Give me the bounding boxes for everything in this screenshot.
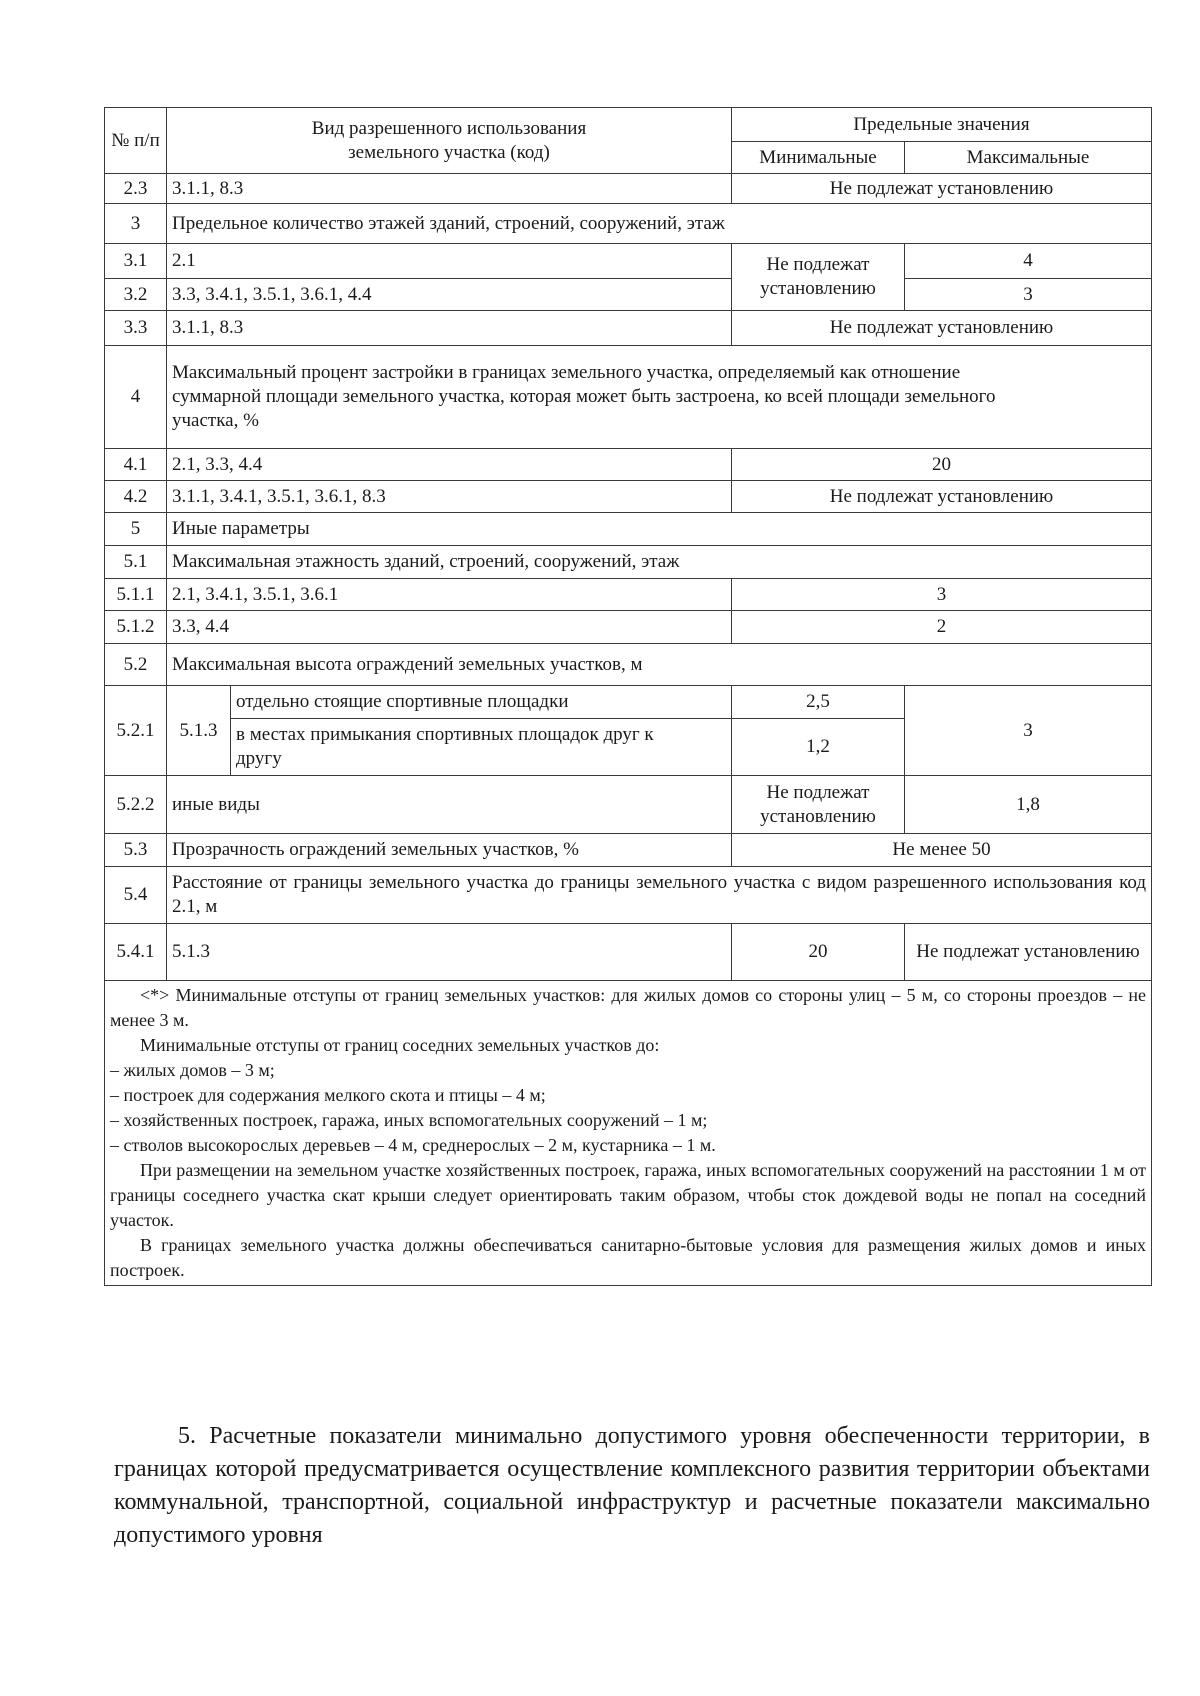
row-min: 2,5 (732, 686, 905, 719)
table-section-row (105, 546, 1152, 579)
table-row (105, 611, 1152, 644)
row-value: Не менее 50 (732, 834, 1152, 867)
row-num: 3 (105, 204, 167, 244)
row-num: 5 (105, 513, 167, 546)
row-max: Не подлежат установлению (905, 924, 1152, 981)
row-min: Не подлежат установлению (732, 244, 905, 311)
row-max: 3 (905, 279, 1152, 311)
row-value: Не подлежат установлению (732, 481, 1152, 513)
row-text: Предельное количество этажей зданий, строений, сооружений, этаж (167, 204, 1152, 244)
note-paragraph: <*> Минимальные отступы от границ земельных участков: для жилых домов со стороны улиц – 5 м, со стороны проездов – не менее 3 м. (110, 985, 1146, 1030)
row-num: 4 (105, 346, 167, 449)
table-row (105, 686, 1152, 719)
header-num: № п/п (105, 108, 167, 174)
row-text: Расстояние от границы земельного участка до границы земельного участка с видом разрешенного использования код 2.1, м (167, 867, 1152, 924)
table-section-row (105, 867, 1152, 924)
table-note-row (105, 981, 1152, 1286)
row-value: Не подлежат установлению (732, 174, 1152, 204)
row-subtext: в местах примыкания спортивных площадок друг к другу (231, 719, 732, 776)
table-header-row (105, 108, 1152, 142)
row-text: 2.1 (167, 244, 732, 279)
table-row (105, 924, 1152, 981)
row-num: 5.1.1 (105, 579, 167, 611)
table-row (105, 279, 1152, 311)
table-row (105, 449, 1152, 481)
table-row (105, 481, 1152, 513)
row-code: 5.1.3 (167, 686, 231, 776)
row-num: 4.1 (105, 449, 167, 481)
row-num: 5.2.2 (105, 776, 167, 834)
row-num: 5.2 (105, 644, 167, 686)
row-subtext: отдельно стоящие спортивные площадки (231, 686, 732, 719)
row-num: 5.3 (105, 834, 167, 867)
row-value: 20 (732, 449, 1152, 481)
note-list-item: – построек для содержания мелкого скота и птицы – 4 м; (110, 1085, 546, 1105)
row-num: 5.2.1 (105, 686, 167, 776)
table-row (105, 776, 1152, 834)
row-num: 3.2 (105, 279, 167, 311)
row-value: 3 (732, 579, 1152, 611)
row-text: Иные параметры (167, 513, 1152, 546)
row-text: 3.1.1, 3.4.1, 3.5.1, 3.6.1, 8.3 (167, 481, 732, 513)
header-kind: Вид разрешенного использования земельного участка (код) (167, 108, 732, 174)
row-min: 20 (732, 924, 905, 981)
row-num: 4.2 (105, 481, 167, 513)
note-paragraph: В границах земельного участка должны обеспечиваться санитарно-бытовые условия для размещения жилых домов и иных построек. (110, 1235, 1146, 1280)
land-use-parameters-table (104, 107, 1152, 1286)
header-limits: Предельные значения (732, 108, 1152, 142)
table-section-row (105, 644, 1152, 686)
table-footnote (105, 981, 1152, 1286)
row-num: 3.3 (105, 311, 167, 346)
row-text: 3.3, 3.4.1, 3.5.1, 3.6.1, 4.4 (167, 279, 732, 311)
row-text: 2.1, 3.4.1, 3.5.1, 3.6.1 (167, 579, 732, 611)
row-text: Максимальный процент застройки в границах земельного участка, определяемый как отношение суммарной площади земельного участка, которая может быть застроена, ко всей площади земельного участка, % (167, 346, 1152, 449)
table-section-row (105, 346, 1152, 449)
table-row (105, 174, 1152, 204)
header-max: Максимальные (905, 142, 1152, 174)
row-text: Максимальная высота ограждений земельных участков, м (167, 644, 1152, 686)
row-num: 2.3 (105, 174, 167, 204)
row-value: 2 (732, 611, 1152, 644)
row-num: 5.1 (105, 546, 167, 579)
table-section-row (105, 513, 1152, 546)
row-text: Максимальная этажность зданий, строений, сооружений, этаж (167, 546, 1152, 579)
row-text: Прозрачность ограждений земельных участков, % (167, 834, 732, 867)
table-section-row (105, 204, 1152, 244)
row-text: 3.1.1, 8.3 (167, 174, 732, 204)
row-num: 5.1.2 (105, 611, 167, 644)
row-text: 2.1, 3.3, 4.4 (167, 449, 732, 481)
row-num: 3.1 (105, 244, 167, 279)
table-row (105, 244, 1152, 279)
row-text: 3.3, 4.4 (167, 611, 732, 644)
row-text: 5.1.3 (167, 924, 732, 981)
row-text: 3.1.1, 8.3 (167, 311, 732, 346)
row-text: иные виды (167, 776, 732, 834)
section-5-paragraph: 5. Расчетные показатели минимально допустимого уровня обеспеченности территории, в границах которой предусматривается осуществление комплексного развития территории объектами коммунальной, транспортной, социальной инфраструктур и расчетные показатели максимально допустимого уровня (114, 1423, 1150, 1548)
row-min: 1,2 (732, 719, 905, 776)
table-row (105, 579, 1152, 611)
note-paragraph: При размещении на земельном участке хозяйственных построек, гаража, иных вспомогательных сооружений на расстоянии 1 м от границы соседнего участка скат крыши следует ориентировать таким образом, чтобы сток дождевой воды не попал на соседний участок. (110, 1160, 1146, 1230)
note-paragraph: Минимальные отступы от границ соседних земельных участков до: (140, 1035, 660, 1055)
row-max: 4 (905, 244, 1152, 279)
note-list-item: – стволов высокорослых деревьев – 4 м, среднерослых – 2 м, кустарника – 1 м. (110, 1135, 716, 1155)
table-row (105, 311, 1152, 346)
row-value: Не подлежат установлению (732, 311, 1152, 346)
row-num: 5.4 (105, 867, 167, 924)
row-max: 3 (905, 686, 1152, 776)
body-paragraph (114, 1420, 1150, 1552)
note-list-item: – жилых домов – 3 м; (110, 1060, 275, 1080)
row-min: Не подлежат установлению (732, 776, 905, 834)
header-min: Минимальные (732, 142, 905, 174)
note-list-item: – хозяйственных построек, гаража, иных вспомогательных сооружений – 1 м; (110, 1110, 708, 1130)
row-num: 5.4.1 (105, 924, 167, 981)
row-max: 1,8 (905, 776, 1152, 834)
table-row (105, 834, 1152, 867)
